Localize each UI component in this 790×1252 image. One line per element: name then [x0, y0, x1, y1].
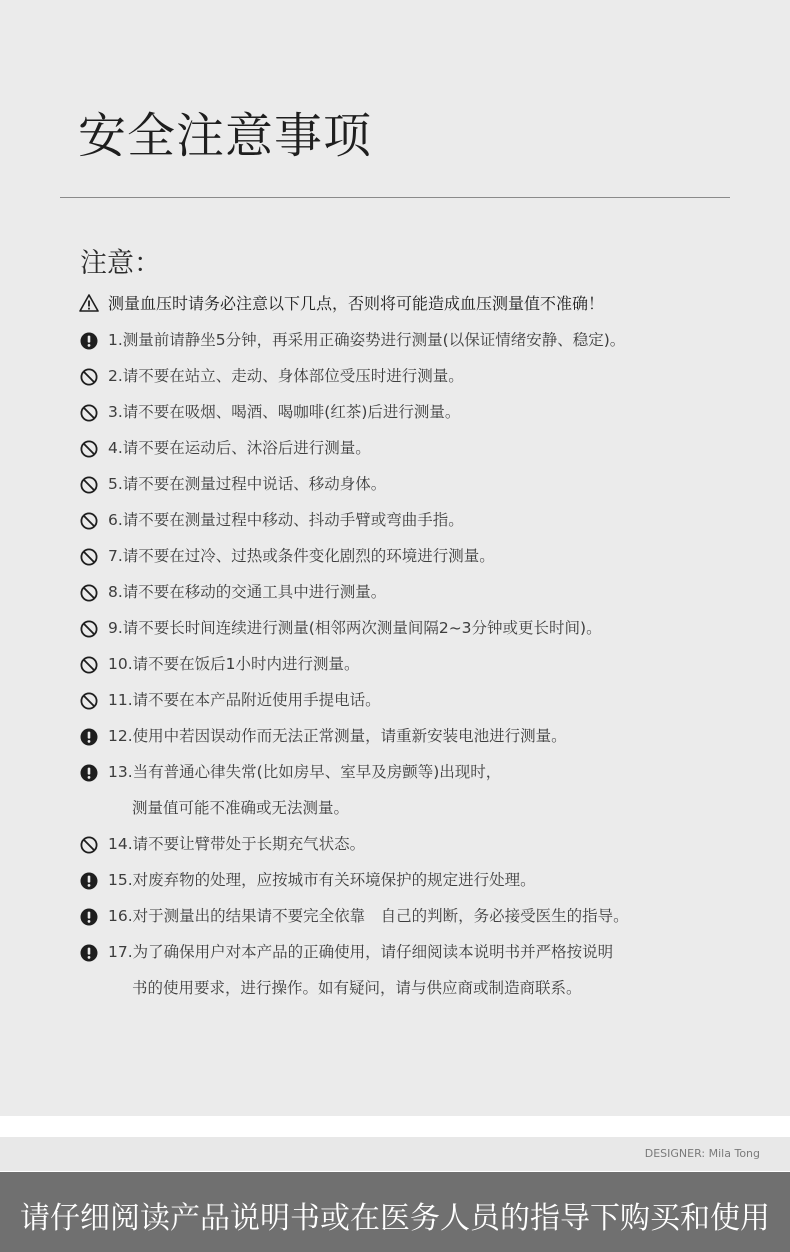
list-item [80, 578, 770, 614]
list-item [80, 866, 770, 902]
list-item-continuation: 书的使用要求，进行操作。如有疑问，请与供应商或制造商联系。 [132, 979, 582, 997]
prohibited-icon [80, 475, 98, 493]
list-item-text: 3.请不要在吸烟、喝酒、喝咖啡(红茶)后进行测量。 [108, 403, 461, 421]
list-item [80, 506, 770, 542]
exclamation-circle-icon [80, 331, 98, 349]
designer-credit: DESIGNER: Mila Tong [644, 1147, 760, 1160]
prohibited-icon [80, 835, 98, 853]
list-item-text: 11.请不要在本产品附近使用手提电话。 [108, 691, 381, 709]
exclamation-circle-icon [80, 943, 98, 961]
list-item [80, 326, 770, 362]
list-item [80, 362, 770, 398]
prohibited-icon [80, 583, 98, 601]
list-item-text: 7.请不要在过冷、过热或条件变化剧烈的环境进行测量。 [108, 547, 495, 565]
prohibited-icon [80, 403, 98, 421]
list-item-text: 4.请不要在运动后、沐浴后进行测量。 [108, 439, 371, 457]
list-item [80, 938, 770, 1010]
list-item-text: 12.使用中若因误动作而无法正常测量，请重新安装电池进行测量。 [108, 727, 567, 745]
exclamation-circle-icon [80, 871, 98, 889]
list-item [80, 470, 770, 506]
list-item-continuation: 测量值可能不准确或无法测量。 [132, 799, 350, 817]
list-item-text: 13.当有普通心律失常(比如房早、室早及房颤等)出现时， [108, 763, 502, 781]
list-item-text: 15.对废弃物的处理，应按城市有关环境保护的规定进行处理。 [108, 871, 536, 889]
list-item-text: 8.请不要在移动的交通工具中进行测量。 [108, 583, 387, 601]
list-item [80, 830, 770, 866]
prohibited-icon [80, 511, 98, 529]
page-title: 安全注意事项 [78, 108, 373, 164]
list-item [80, 722, 770, 758]
list-item [80, 434, 770, 470]
title-divider [60, 197, 730, 198]
list-item-text: 17.为了确保用户对本产品的正确使用，请仔细阅读本说明书并严格按说明 [108, 943, 614, 961]
exclamation-circle-icon [80, 727, 98, 745]
prohibited-icon [80, 691, 98, 709]
prohibited-icon [80, 619, 98, 637]
exclamation-circle-icon [80, 907, 98, 925]
list-item [80, 398, 770, 434]
warning-triangle-icon [79, 293, 99, 313]
prohibited-icon [80, 655, 98, 673]
list-item-text: 测量血压时请务必注意以下几点，否则将可能造成血压测量值不准确！ [108, 294, 605, 313]
list-item-text: 14.请不要让臂带处于长期充气状态。 [108, 835, 366, 853]
list-item-text: 2.请不要在站立、走动、身体部位受压时进行测量。 [108, 367, 464, 385]
list-item [80, 650, 770, 686]
prohibited-icon [80, 367, 98, 385]
bottom-notice-text: 请仔细阅读产品说明书或在医务人员的指导下购买和使用 [20, 1201, 770, 1236]
list-item-text: 6.请不要在测量过程中移动、抖动手臂或弯曲手指。 [108, 511, 464, 529]
list-item [80, 686, 770, 722]
list-item [80, 758, 770, 830]
list-item-text: 1.测量前请静坐5分钟，再采用正确姿势进行测量(以保证情绪安静、稳定)。 [108, 331, 626, 349]
list-item [80, 542, 770, 578]
list-item [80, 614, 770, 650]
exclamation-circle-icon [80, 763, 98, 781]
list-item-text: 16.对于测量出的结果请不要完全依靠 自己的判断，务必接受医生的指导。 [108, 907, 629, 925]
prohibited-icon [80, 547, 98, 565]
prohibited-icon [80, 439, 98, 457]
list-item-text: 9.请不要长时间连续进行测量(相邻两次测量间隔2~3分钟或更长时间)。 [108, 619, 602, 637]
precaution-list [80, 290, 770, 1010]
list-item-text: 5.请不要在测量过程中说话、移动身体。 [108, 475, 387, 493]
notice-heading: 注意： [80, 248, 161, 279]
list-item [80, 902, 770, 938]
list-item-text: 10.请不要在饭后1小时内进行测量。 [108, 655, 360, 673]
list-item [80, 290, 770, 326]
